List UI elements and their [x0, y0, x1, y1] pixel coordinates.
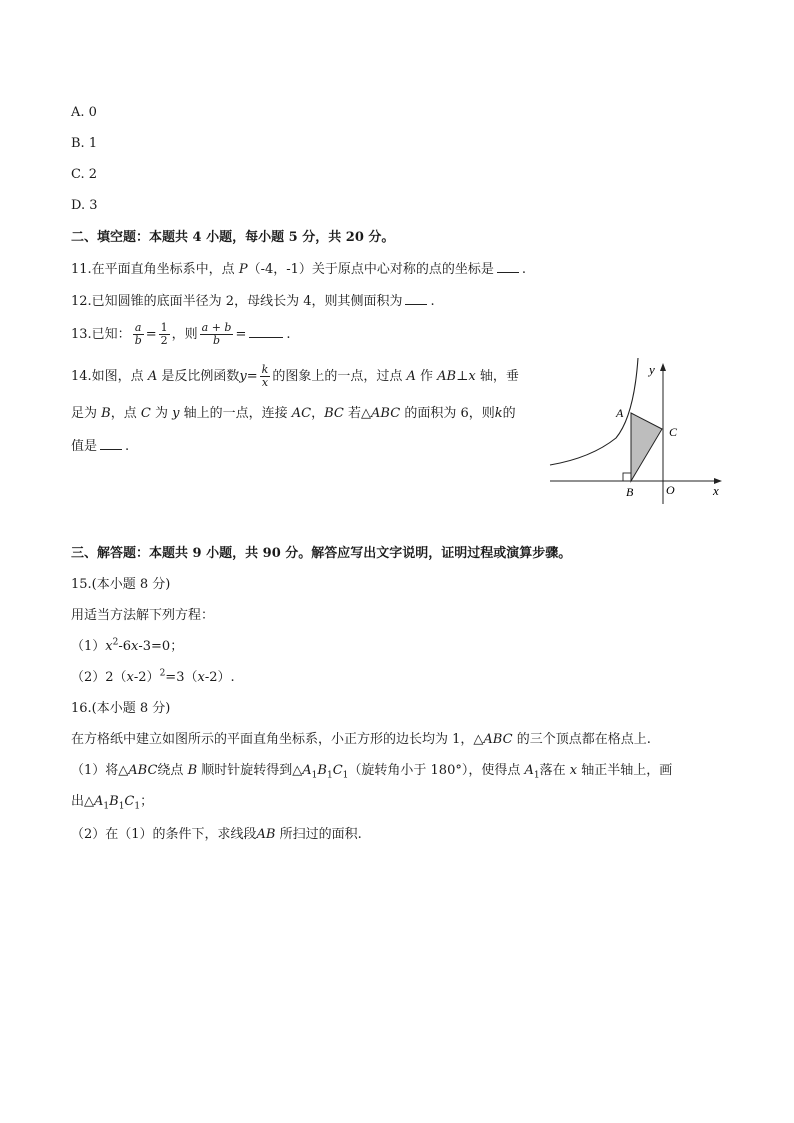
q13-fraction-numerator: 1: [160, 321, 168, 334]
q15-var: x: [126, 670, 134, 685]
question-14-line-2: [71, 405, 516, 423]
q13-fraction-numerator: a + b: [201, 321, 232, 334]
q14-var: C: [140, 406, 151, 421]
figure-label-a: A: [616, 406, 624, 420]
section-2-count: 4: [192, 230, 202, 245]
section-2-text: 分，共: [302, 230, 342, 245]
figure-label-x: x: [713, 483, 719, 498]
q14-text: 轴上的一点，连接: [183, 406, 288, 421]
q15-text: （1）: [71, 639, 106, 654]
question-16-header: 16.(本小题 8 分): [71, 701, 171, 716]
question-16-line-1: [71, 731, 651, 749]
q16-text: 的三个顶点都在格点上.: [516, 732, 651, 747]
q16-var: ABC: [483, 732, 513, 747]
q13-text: =: [145, 327, 157, 342]
q14-text: 若△: [348, 406, 372, 421]
figure-label-y: y: [649, 362, 655, 377]
section-3-text: 分。解答应写出文字说明，证明过程或演算步骤。: [285, 546, 572, 561]
q16-subscript: 1: [533, 770, 540, 781]
q13-fraction-denominator: b: [134, 334, 142, 347]
q16-subscript: 1: [342, 770, 349, 781]
option-c: C. 2: [71, 167, 98, 182]
hyperbola-curve: [550, 358, 638, 465]
q16-subscript: 1: [311, 770, 318, 781]
q13-answer-blank: [249, 325, 283, 338]
q15-text: （2）2（: [71, 670, 127, 685]
q13-fraction-half: [159, 322, 170, 347]
q14-var: B: [101, 406, 111, 421]
question-16-line-3: [71, 793, 153, 811]
q14-var: k: [494, 406, 503, 421]
q15-var: x: [131, 639, 139, 654]
q16-var: B: [317, 763, 327, 778]
q16-subscript: 1: [118, 801, 125, 812]
q14-fraction-numerator: k: [261, 363, 269, 376]
q16-text: 在方格纸中建立如图所示的平面直角坐标系，小正方形的边长均为 1，△: [71, 732, 484, 747]
q16-text: （旋转角小于 180°），使得点: [348, 763, 521, 778]
q13-text: =: [235, 327, 247, 342]
q13-fraction-denominator: b: [213, 334, 221, 347]
q16-text: 轴正半轴上，画: [581, 763, 673, 778]
q13-fraction-sum: [200, 322, 234, 347]
q13-text: .: [286, 327, 291, 342]
figure-label-o: O: [666, 483, 675, 497]
q11-text: .: [521, 262, 527, 277]
q14-var: A: [406, 369, 416, 384]
q16-var: A: [94, 794, 104, 809]
section-3-text: 三、解答题：本题共: [71, 546, 189, 561]
figure-label-c: C: [669, 425, 678, 439]
section-3-text: 小题，共: [206, 546, 259, 561]
q16-subscript: 1: [103, 801, 110, 812]
section-2-text: 二、填空题：本题共: [71, 230, 189, 245]
q14-text: ⊥: [456, 369, 469, 384]
q14-fraction-denominator: x: [261, 376, 269, 389]
q16-var: AB: [256, 827, 276, 842]
triangle-abc: [631, 413, 662, 481]
question-16-line-4: [71, 826, 362, 844]
q13-text: ，则: [171, 327, 198, 342]
question-15-part-1: [71, 638, 183, 656]
q15-var: x: [105, 639, 113, 654]
q16-var: B: [109, 794, 119, 809]
section-2-heading: [71, 229, 394, 247]
q13-text: 13.已知：: [71, 327, 131, 342]
q11-point: P: [238, 262, 248, 277]
q14-answer-blank: [100, 437, 122, 450]
q16-var: x: [569, 763, 578, 778]
section-2-text: 小题，每小题: [206, 230, 285, 245]
q16-text: 出△: [71, 794, 94, 809]
section-2-points: 5: [288, 230, 298, 245]
q14-var: AB: [437, 369, 457, 384]
right-angle-marker: [623, 473, 631, 481]
q14-fraction-k-x: [260, 364, 271, 389]
q11-text: 11.在平面直角坐标系中，点: [71, 262, 235, 277]
question-15-header: 15.(本小题 8 分): [71, 577, 171, 592]
option-b: B. 1: [71, 136, 98, 151]
q15-exponent: 2: [112, 637, 119, 648]
section-3-count: 9: [192, 546, 202, 561]
q15-text: -3=0；: [138, 639, 184, 654]
q16-var: C: [332, 763, 343, 778]
q15-text: =3（: [165, 670, 198, 685]
q16-text: 绕点: [157, 763, 184, 778]
q15-text: -2）.: [204, 670, 235, 685]
question-13: [71, 320, 291, 350]
q12-text: 12.已知圆锥的底面半径为 2，母线长为 4，则其侧面积为: [71, 294, 403, 309]
q14-text: 轴，垂: [479, 369, 519, 384]
q14-text: 14.如图，点: [71, 369, 144, 384]
q14-var: ABC: [371, 406, 401, 421]
q14-var: AC: [291, 406, 312, 421]
q15-exponent: 2: [159, 668, 166, 679]
q13-fraction-numerator: a: [133, 322, 144, 335]
q16-text: 所扫过的面积.: [279, 827, 362, 842]
q14-var: y: [172, 406, 180, 421]
q12-text: .: [430, 294, 435, 309]
q11-answer-blank: [497, 260, 519, 273]
q14-text: 作: [420, 369, 434, 384]
q14-text: 的面积为 6，则: [404, 406, 495, 421]
question-12: [71, 292, 435, 311]
q16-subscript: 1: [326, 770, 333, 781]
section-3-heading: [71, 545, 571, 563]
q14-text: 的: [502, 406, 516, 421]
q14-text: ，点: [110, 406, 137, 421]
q16-var: ABC: [128, 763, 158, 778]
figure-x-axis: [550, 478, 722, 484]
q13-fraction-a-b: [133, 322, 144, 347]
q14-text: ，: [311, 406, 325, 421]
q15-var: x: [197, 670, 205, 685]
q16-subscript: 1: [134, 801, 141, 812]
q14-var: A: [147, 369, 158, 384]
q14-text: 值是: [71, 439, 98, 454]
q14-text: 足为: [71, 406, 98, 421]
q16-text: 顺时针旋转得到△: [201, 763, 303, 778]
q11-text: （-4，-1）关于原点中心对称的点的坐标是: [247, 262, 494, 277]
section-2-text: 分。: [368, 230, 395, 245]
section-2-total: 20: [345, 230, 364, 245]
question-15-part-2: [71, 669, 235, 687]
q13-fraction-denominator: 2: [160, 334, 168, 347]
question-11: [71, 260, 526, 279]
section-3-total: 90: [262, 546, 281, 561]
option-a: A. 0: [71, 105, 97, 120]
q14-figure: [546, 358, 726, 506]
figure-label-b: B: [626, 485, 634, 499]
option-d: D. 3: [71, 198, 98, 213]
q16-var: A: [302, 763, 312, 778]
q14-text: 为: [154, 406, 168, 421]
q16-text: ；: [140, 794, 154, 809]
q14-var: y: [239, 369, 247, 384]
q14-text: 的图象上的一点，过点: [272, 369, 403, 384]
q16-text: 落在: [539, 763, 566, 778]
q14-var: BC: [324, 406, 344, 421]
q14-text: =: [246, 369, 258, 384]
q14-text: .: [125, 439, 130, 454]
question-16-line-2: [71, 762, 672, 780]
q16-var: A: [524, 763, 534, 778]
question-14-line-1: [71, 362, 519, 392]
q16-text: （2）在（1）的条件下，求线段: [71, 827, 257, 842]
question-15-intro: 用适当方法解下列方程：: [71, 608, 215, 623]
question-14-line-3: [71, 437, 129, 456]
q16-text: （1）将△: [71, 763, 129, 778]
q15-text: -6: [118, 639, 132, 654]
q16-var: C: [124, 794, 135, 809]
q15-text: -2）: [133, 670, 160, 685]
q14-var: x: [468, 369, 476, 384]
q14-text: 是反比例函数: [161, 369, 240, 384]
q16-var: B: [187, 763, 198, 778]
q12-answer-blank: [405, 292, 427, 305]
